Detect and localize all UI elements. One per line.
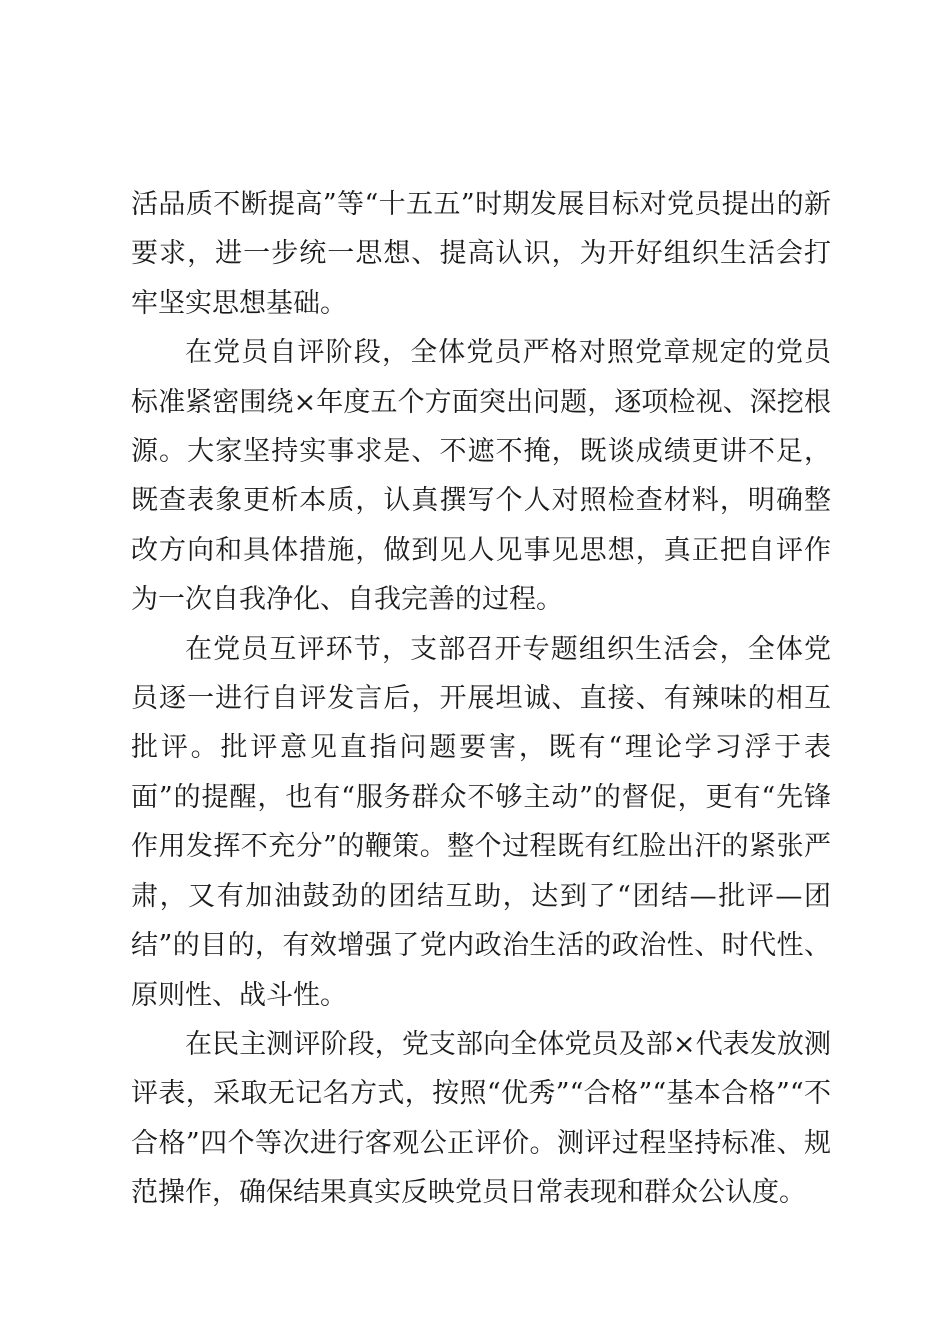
paragraph-continuation: 活品质不断提高”等“十五五”时期发展目标对党员提出的新要求，进一步统一思想、提高认识，为开好组织生活会打牢坚实思想基础。: [131, 189, 831, 319]
paragraph-self-evaluation: 在党员自评阶段，全体党员严格对照党章规定的党员标准紧密围绕×年度五个方面突出问题，逐项检视、深挖根源。大家坚持实事求是、不遮不掩，既谈成绩更讲不足，既查表象更析本质，认真撰写个人对照检查材料，明确整改方向和具体措施，做到见人见事见思想，真正把自评作为一次自我净化、自我完善的过程。: [131, 337, 831, 616]
document-body: [131, 180, 831, 1218]
paragraph-democratic-evaluation: 在民主测评阶段，党支部向全体党员及部×代表发放测评表，采取无记名方式，按照“优秀”“合格”“基本合格”“不合格”四个等次进行客观公正评价。测评过程坚持标准、规范操作，确保结果真实反映党员日常表现和群众公认度。: [131, 1028, 831, 1209]
paragraph-mutual-evaluation: 在党员互评环节，支部召开专题组织生活会，全体党员逐一进行自评发言后，开展坦诚、直接、有辣味的相互批评。批评意见直指问题要害，既有“理论学习浮于表面”的提醒，也有“服务群众不够主动”的督促，更有“先锋作用发挥不充分”的鞭策。整个过程既有红脸出汗的紧张严肃，又有加油鼓劲的团结互助，达到了“团结—批评—团结”的目的，有效增强了党内政治生活的政治性、时代性、原则性、战斗性。: [131, 633, 831, 1011]
